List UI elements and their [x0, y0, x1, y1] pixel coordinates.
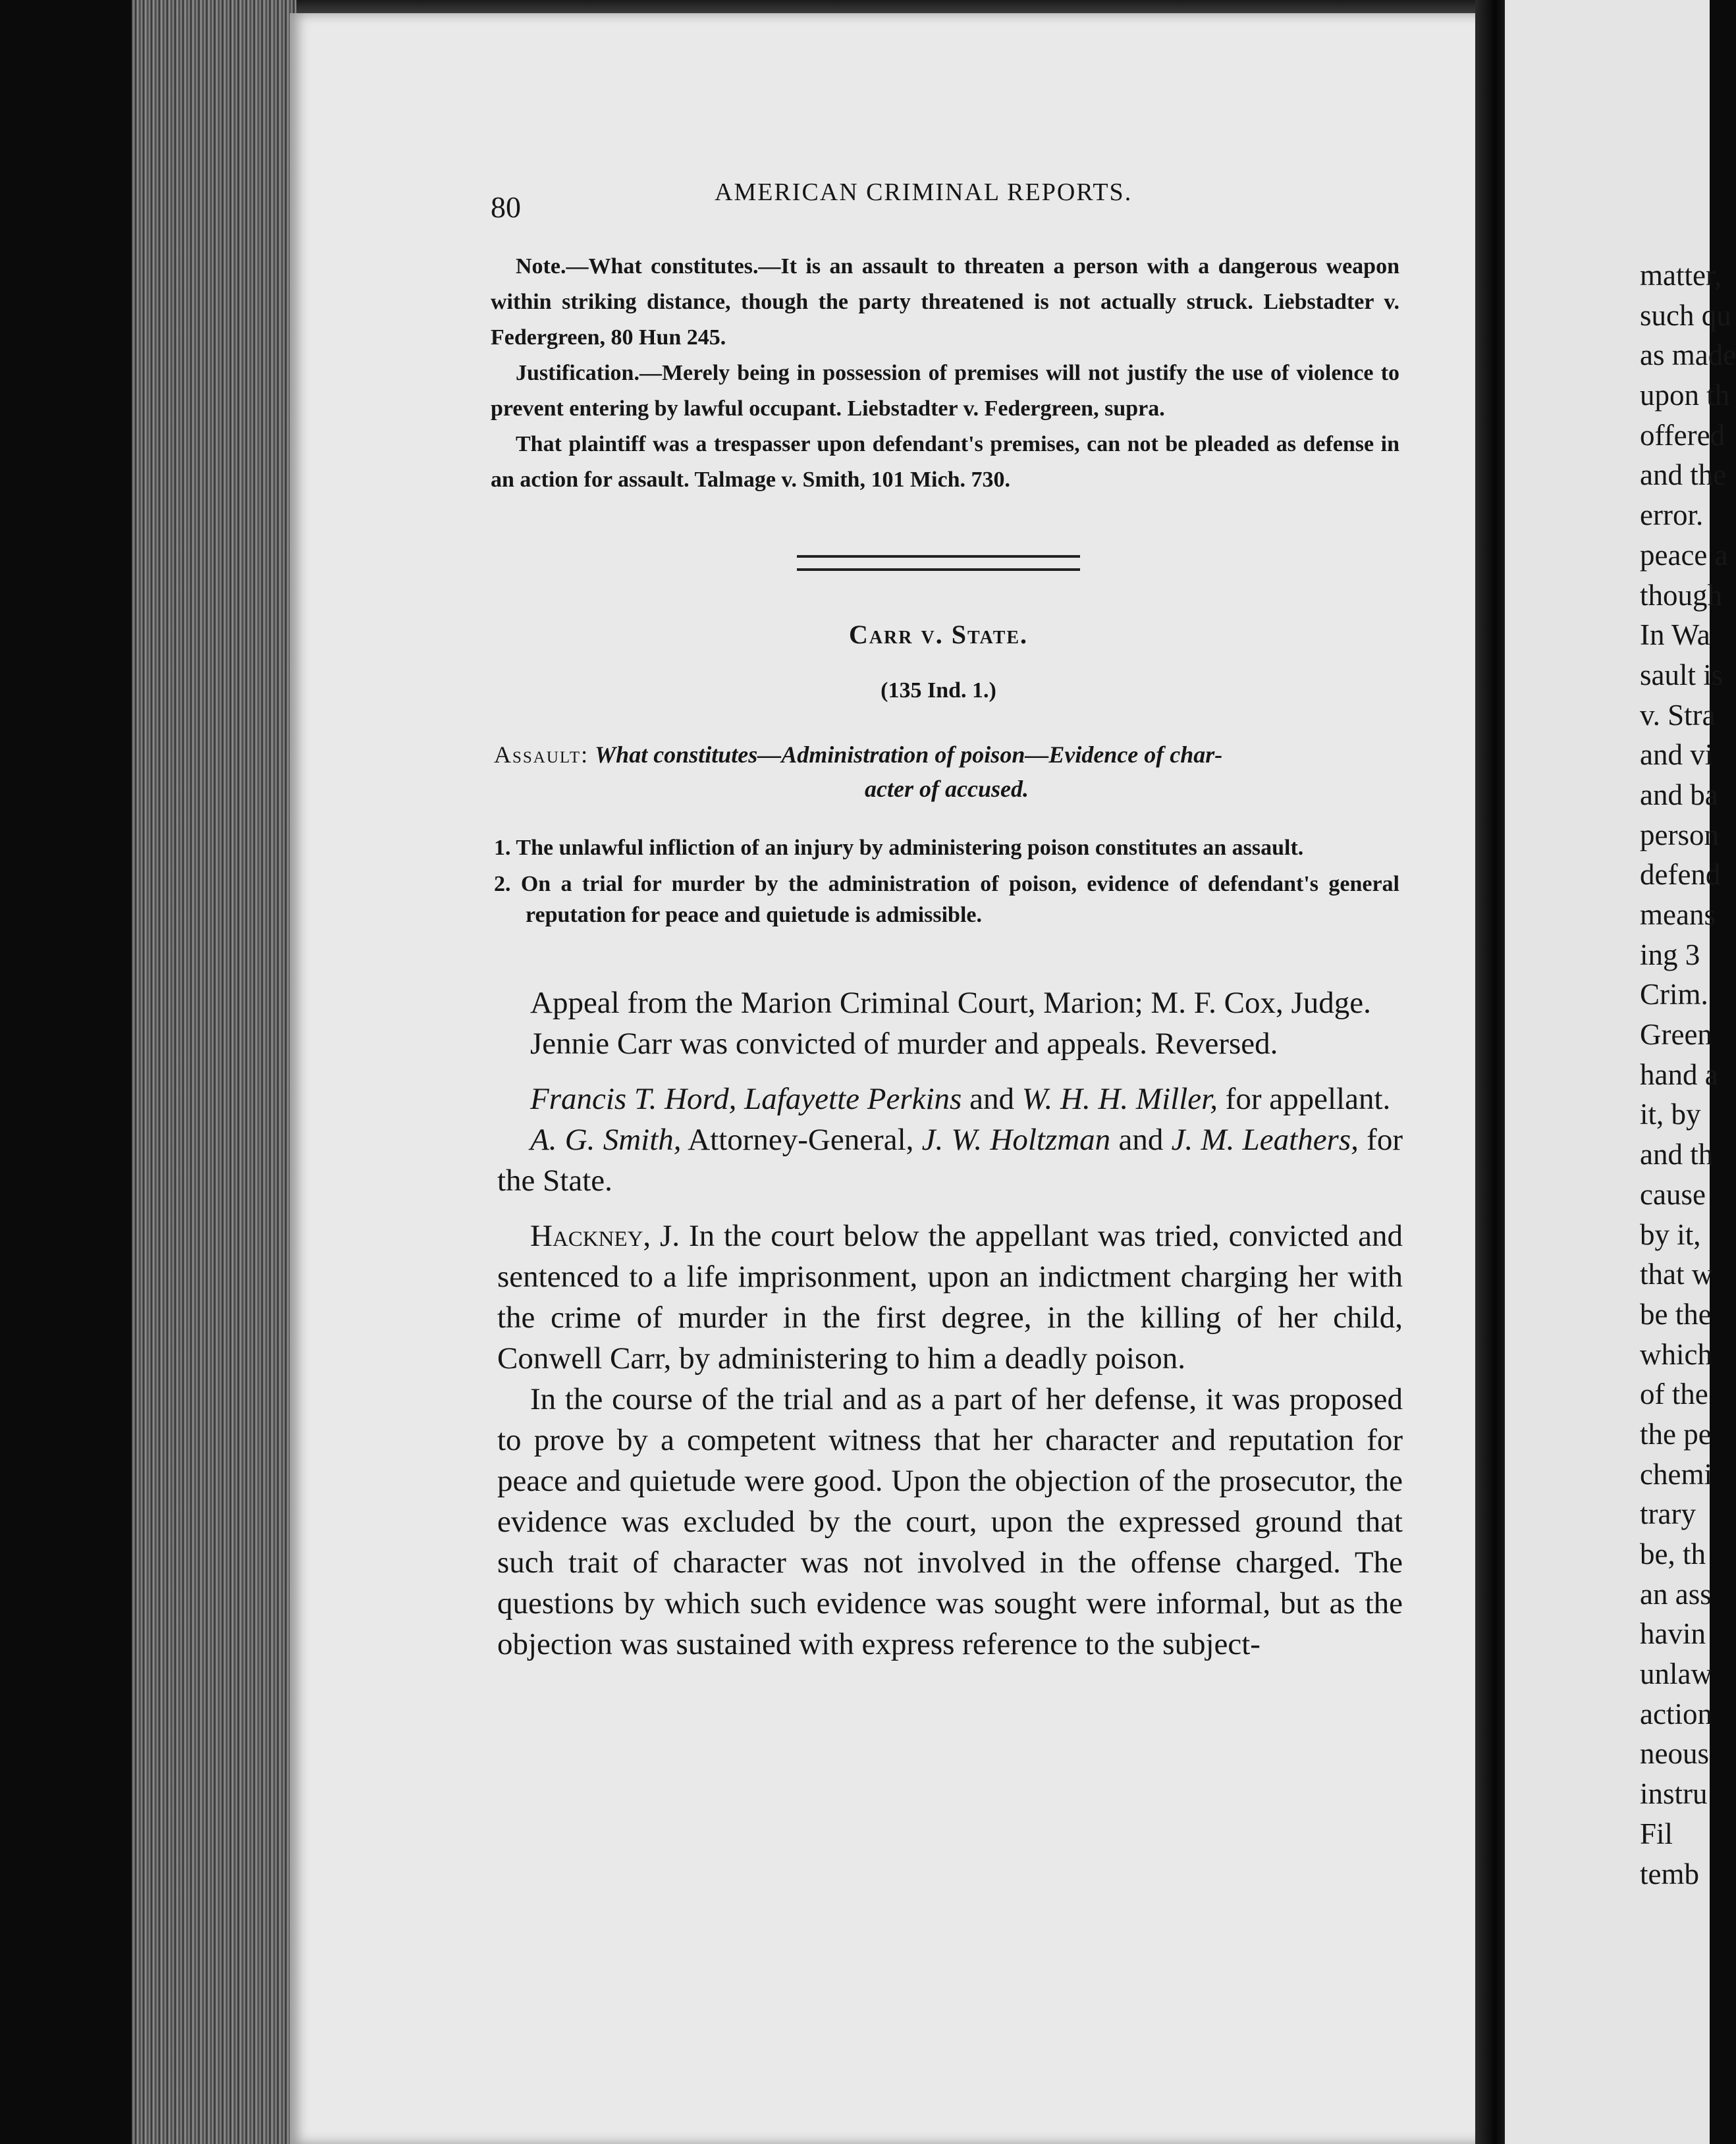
facing-page-line: havin: [1640, 1617, 1706, 1651]
facing-page-line: sault is: [1640, 658, 1723, 691]
facing-page-line: Fil: [1640, 1817, 1673, 1850]
facing-page-line: of the: [1640, 1378, 1708, 1411]
facing-page-line: and the: [1640, 458, 1727, 492]
running-head: AMERICAN CRIMINAL REPORTS.: [715, 178, 1133, 206]
counsel-role: for appellant.: [1217, 1082, 1391, 1116]
opinion-paragraph: In the course of the trial and as a part of her defense, it was proposed to prove by a competent witness that her character and reputation for peace and quietude were good. Upon the objection of the prosecutor, the evidence was excluded by the court, upon the expressed ground that such trait of character was not involved in the offense charged. The questions by which such evidence was sought were informal, but as the objection was sustained with express reference to the subject-: [497, 1382, 1403, 1661]
facing-page-line: it, by: [1640, 1098, 1701, 1131]
facing-page-line: Green: [1640, 1018, 1712, 1052]
counsel-appellant: [497, 1079, 1403, 1119]
case-citation: (135 Ind. 1.): [881, 678, 996, 703]
counsel-role: for the State.: [497, 1123, 1403, 1198]
facing-page-line: and th: [1640, 1138, 1714, 1171]
facing-page-line: instru: [1640, 1777, 1708, 1811]
facing-page-line: means: [1640, 898, 1716, 931]
facing-page-line: v. Stra: [1640, 698, 1716, 732]
facing-page-line: and ba: [1640, 778, 1718, 811]
section-divider: [797, 555, 1080, 571]
counsel-name: A. G. Smith,: [530, 1123, 682, 1157]
disposition: Jennie Carr was convicted of murder and appeals. Reversed.: [530, 1027, 1278, 1061]
counsel-title: Attorney-General,: [681, 1123, 922, 1157]
facing-page-line: though: [1640, 578, 1723, 612]
judge-name: Hackney, J.: [530, 1219, 680, 1253]
facing-page-line: and vi: [1640, 738, 1714, 772]
book-page-edges: [132, 0, 296, 2144]
counsel-name: J. M. Leathers,: [1171, 1123, 1359, 1157]
opinion-paragraph: [497, 1216, 1403, 1379]
book-gutter: [1475, 0, 1508, 2144]
headnote: 1. The unlawful infliction of an injury by administering poison constitutes an assault.: [494, 836, 1304, 860]
syllabus-text: What constitutes—Administration of poison—Evidence of char-: [595, 741, 1223, 768]
facing-page-line: action: [1640, 1697, 1712, 1730]
facing-page-line: Crim.: [1640, 978, 1708, 1011]
facing-page-line: cause: [1640, 1177, 1706, 1211]
facing-page-line: upon th: [1640, 379, 1730, 412]
note-paragraph: That plaintiff was a trespasser upon defendant's premises, can not be pleaded as defense in an action for assault. Talmage v. Smith, 101 Mich. 730.: [491, 432, 1399, 492]
case-title: Carr v. State.: [848, 620, 1029, 649]
syllabus-label: Assault:: [494, 741, 589, 768]
note-paragraph: Justification.—Merely being in possession of premises will not justify the use of violence to prevent entering by lawful occupant. Liebstadter v. Federgreen, supra.: [491, 361, 1399, 421]
facing-page-line: the pe: [1640, 1417, 1712, 1451]
facing-page-line: neous: [1640, 1737, 1709, 1771]
counsel-name: W. H. H. Miller,: [1021, 1082, 1218, 1116]
facing-page-line: ing 3: [1640, 938, 1700, 971]
opinion-text: In the court below the appellant was tried, convicted and sentenced to a life imprisonment, upon an indictment charging her with the crime of murder in the first degree, in the killing of her child, Conwell Carr, by administering to him a deadly poison.: [497, 1219, 1403, 1376]
syllabus-continuation: acter of accused.: [865, 776, 1029, 802]
counsel-state: [497, 1119, 1403, 1201]
facing-page-line: defend: [1640, 858, 1721, 892]
headnotes: [494, 832, 1399, 936]
headnote: 2. On a trial for murder by the administration of poison, evidence of defendant's general reputation for peace and quietude is admissible.: [494, 872, 1399, 927]
note-paragraph: Note.—What constitutes.—It is an assault to threaten a person with a dangerous weapon within striking distance, though the party threatened is not actually struck. Liebstadter v. Federgreen, 80 Hun 245.: [491, 254, 1399, 350]
note-section: [491, 249, 1399, 498]
facing-page-line: be the: [1640, 1297, 1712, 1331]
facing-page-line: which: [1640, 1337, 1712, 1371]
facing-page-text: [1640, 255, 1736, 1894]
facing-page-line: be, th: [1640, 1538, 1706, 1570]
facing-page-line: peace a: [1640, 538, 1728, 572]
opinion-body: [497, 982, 1403, 1665]
counsel-conjunction: and: [1110, 1123, 1172, 1157]
facing-page-line: temb: [1640, 1857, 1699, 1890]
facing-page-line: person: [1640, 818, 1719, 851]
counsel-name: J. W. Holtzman: [921, 1123, 1111, 1157]
facing-page-line: error.: [1640, 498, 1704, 532]
counsel-names: Francis T. Hord, Lafayette Perkins: [530, 1082, 962, 1116]
counsel-conjunction: and: [962, 1082, 1022, 1116]
facing-page-line: chemi: [1640, 1457, 1712, 1491]
facing-page-line: In Wa: [1640, 618, 1710, 652]
facing-page-line: that w: [1640, 1258, 1714, 1291]
syllabus: [494, 737, 1399, 806]
facing-page-line: hand a: [1640, 1058, 1718, 1091]
page-number: 80: [491, 190, 521, 224]
facing-page-line: offered: [1640, 418, 1725, 452]
appeal-line: Appeal from the Marion Criminal Court, Marion; M. F. Cox, Judge.: [530, 986, 1371, 1020]
facing-page-line: matter,: [1640, 259, 1722, 292]
facing-page-line: trary: [1640, 1497, 1696, 1531]
facing-page-line: unlaw: [1640, 1657, 1712, 1691]
facing-page-line: an ass: [1640, 1577, 1712, 1611]
facing-page-line: by it,: [1640, 1218, 1701, 1251]
facing-page-line: as made: [1640, 338, 1736, 372]
facing-page-line: such qu: [1640, 298, 1731, 332]
